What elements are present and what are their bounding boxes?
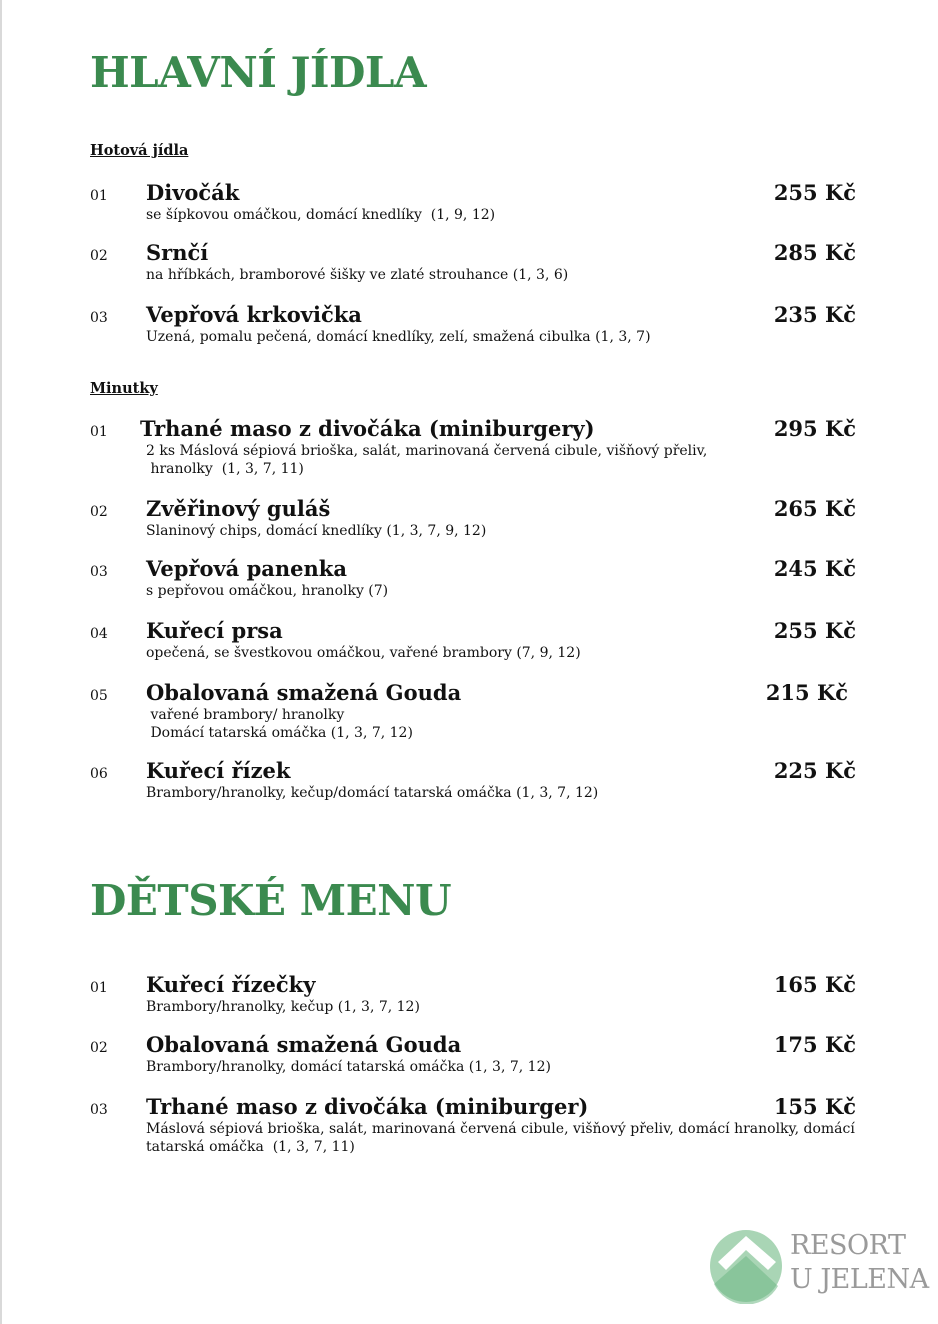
item-price: 285 Kč — [773, 240, 856, 265]
item-number: 06 — [90, 766, 108, 782]
item-number: 04 — [90, 626, 108, 642]
menu-item — [90, 618, 856, 678]
item-price: 225 Kč — [773, 758, 856, 783]
resort-logo — [708, 1228, 929, 1304]
item-number: 03 — [90, 564, 108, 580]
item-price: 215 Kč — [765, 680, 848, 705]
logo-text-line1: RESORT — [790, 1230, 906, 1261]
menu-item — [90, 680, 856, 740]
menu-item — [90, 302, 856, 362]
menu-item — [90, 240, 856, 300]
item-price: 255 Kč — [773, 180, 856, 205]
item-name: Kuřecí řízečky — [146, 972, 316, 997]
item-name: Srnčí — [146, 240, 209, 265]
item-number: 03 — [90, 310, 108, 326]
menu-item — [90, 972, 856, 1032]
item-name: Vepřová krkovička — [146, 302, 362, 327]
item-description: s pepřovou omáčkou, hranolky (7) — [146, 583, 389, 599]
item-description: opečená, se švestkovou omáčkou, vařené brambory (7, 9, 12) — [146, 645, 581, 661]
item-name: Kuřecí řízek — [146, 758, 291, 783]
item-name: Obalovaná smažená Gouda — [146, 1032, 462, 1057]
menu-item — [90, 416, 856, 476]
logo-text-line2: U JELENA — [790, 1264, 929, 1295]
menu-item — [90, 1032, 856, 1092]
item-price: 165 Kč — [773, 972, 856, 997]
item-number: 02 — [90, 1040, 108, 1056]
menu-item — [90, 180, 856, 240]
item-description: Slaninový chips, domácí knedlíky (1, 3, 7, 9, 12) — [146, 523, 487, 539]
item-price: 295 Kč — [773, 416, 856, 441]
item-price: 265 Kč — [773, 496, 856, 521]
item-description: na hříbkách, bramborové šišky ve zlaté strouhance (1, 3, 6) — [146, 267, 569, 283]
item-price: 155 Kč — [773, 1094, 856, 1119]
item-price: 235 Kč — [773, 302, 856, 327]
item-number: 02 — [90, 248, 108, 264]
subsection-title-minutky: Minutky — [90, 380, 158, 397]
item-name: Trhané maso z divočáka (miniburger) — [146, 1094, 589, 1119]
item-description: se šípkovou omáčkou, domácí knedlíky (1, 9, 12) — [146, 207, 496, 223]
item-price: 255 Kč — [773, 618, 856, 643]
item-name: Obalovaná smažená Gouda — [146, 680, 462, 705]
menu-item — [90, 1094, 856, 1154]
item-description: Brambory/hranolky, kečup (1, 3, 7, 12) — [146, 999, 420, 1015]
item-description: Máslová sépiová brioška, salát, marinovaná červená cibule, višňový přeliv, domácí hranolky, domácí tatarská omáčka (1, 3, 7, 11) — [146, 1121, 855, 1155]
page-edge — [0, 0, 2, 1324]
section-title-main: HLAVNÍ JÍDLA — [90, 48, 427, 97]
item-name: Kuřecí prsa — [146, 618, 283, 643]
item-description: Brambory/hranolky, domácí tatarská omáčka (1, 3, 7, 12) — [146, 1059, 551, 1075]
item-number: 05 — [90, 688, 108, 704]
menu-item — [90, 758, 856, 818]
item-name: Vepřová panenka — [146, 556, 347, 581]
item-price: 175 Kč — [773, 1032, 856, 1057]
item-number: 01 — [90, 188, 108, 204]
item-number: 01 — [90, 424, 108, 440]
item-number: 03 — [90, 1102, 108, 1118]
item-description: vařené brambory/ hranolky Domácí tatarská omáčka (1, 3, 7, 12) — [150, 707, 413, 741]
item-name: Trhané maso z divočáka (miniburgery) — [140, 416, 595, 441]
item-name: Zvěřinový guláš — [146, 496, 331, 521]
menu-item — [90, 556, 856, 616]
item-description: 2 ks Máslová sépiová brioška, salát, marinovaná červená cibule, višňový přeliv, hranolky (1, 3, 7, 11) — [146, 443, 708, 477]
item-description: Uzená, pomalu pečená, domácí knedlíky, zelí, smažená cibulka (1, 3, 7) — [146, 329, 651, 345]
section-title-kids: DĚTSKÉ MENU — [90, 876, 452, 925]
item-number: 01 — [90, 980, 108, 996]
item-price: 245 Kč — [773, 556, 856, 581]
mountain-logo-icon — [708, 1228, 784, 1304]
item-name: Divočák — [146, 180, 240, 205]
menu-item — [90, 496, 856, 556]
subsection-title-hotova-jidla: Hotová jídla — [90, 142, 189, 159]
item-number: 02 — [90, 504, 108, 520]
item-description: Brambory/hranolky, kečup/domácí tatarská omáčka (1, 3, 7, 12) — [146, 785, 599, 801]
